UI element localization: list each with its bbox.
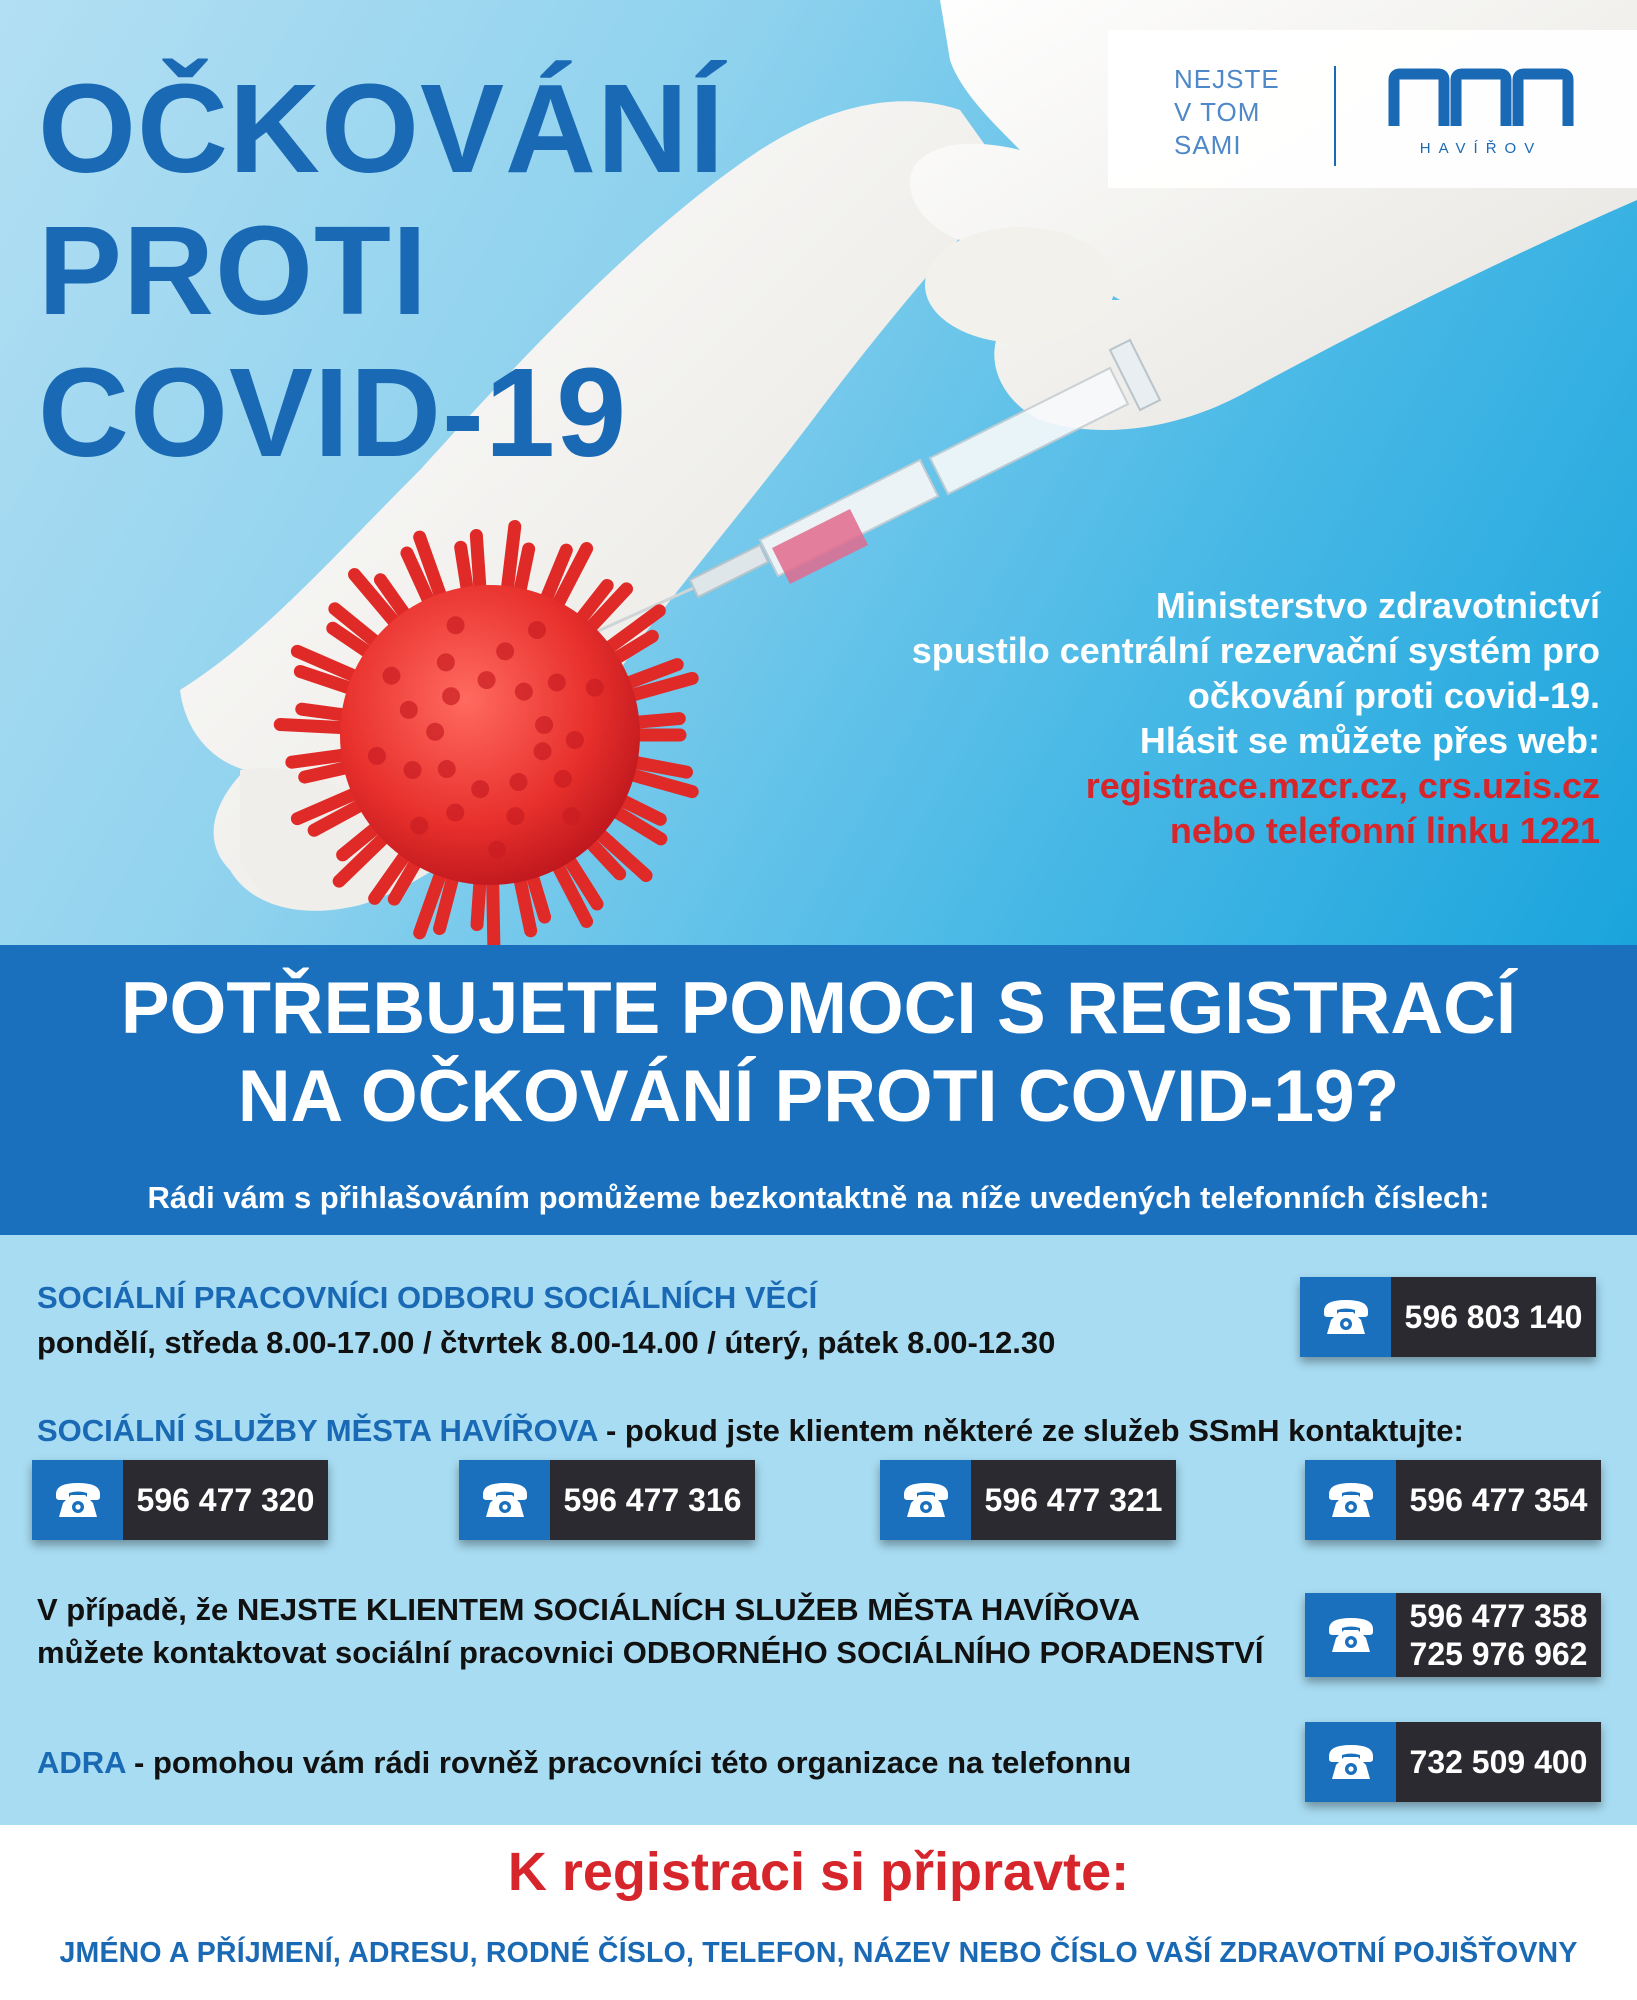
phone-number-1: 596 477 358 — [1409, 1598, 1588, 1634]
slogan-line-1: NEJSTE — [1174, 64, 1280, 94]
city-services-text: - pokud jste klientem některé ze služeb SSmH kontaktujte: — [597, 1413, 1464, 1448]
phone-icon — [1305, 1593, 1396, 1677]
phone-box-ssmh-2[interactable] — [459, 1460, 755, 1540]
slogan — [1174, 63, 1280, 162]
banner-heading-line-2: NA OČKOVÁNÍ PROTI COVID-19? — [237, 1056, 1400, 1137]
info-phone-line: nebo telefonní linku 1221 — [1169, 810, 1600, 851]
phone-number: 596 477 316 — [563, 1482, 742, 1518]
hero-section — [0, 0, 1637, 945]
logo-panel — [1108, 30, 1637, 188]
logo-name: HAVÍŘOV — [1419, 140, 1543, 157]
non-clients-prefix: V případě, že — [37, 1592, 237, 1627]
banner-heading-line-1: POTŘEBUJETE POMOCI S REGISTRACÍ — [120, 968, 1517, 1049]
info-line-2: spustilo centrální rezervační systém pro — [911, 630, 1600, 671]
footer-requirements: JMÉNO A PŘÍJMENÍ, ADRESU, RODNÉ ČÍSLO, TELEFON, NÁZEV NEBO ČÍSLO VAŠÍ ZDRAVOTNÍ POJIŠŤOVNY — [59, 1937, 1578, 1969]
phone-icon — [1305, 1722, 1396, 1802]
phone-box-ssmh-4[interactable] — [1305, 1460, 1601, 1540]
footer-title: K registraci si připravte: — [507, 1842, 1130, 1902]
social-workers-title: SOCIÁLNÍ PRACOVNÍCI ODBORU SOCIÁLNÍCH VĚCÍ — [37, 1280, 818, 1315]
phone-box-social-workers[interactable] — [1300, 1277, 1596, 1357]
title-line-1: OČKOVÁNÍ — [38, 58, 726, 199]
adra-line — [37, 1745, 1131, 1781]
help-banner — [0, 945, 1637, 1235]
phone-icon — [459, 1460, 550, 1540]
title-line-2: PROTI — [38, 200, 429, 341]
info-line-4: Hlásit se můžete přes web: — [1139, 720, 1600, 761]
info-line-1: Ministerstvo zdravotnictví — [1155, 585, 1600, 626]
phone-number: 732 509 400 — [1409, 1744, 1588, 1780]
adra-text: - pomohou vám rádi rovněž pracovníci této organizace na telefonnu — [125, 1745, 1132, 1780]
havirov-logo-icon — [1388, 68, 1574, 130]
phone-number: 596 477 320 — [136, 1482, 315, 1518]
phone-icon — [1305, 1460, 1396, 1540]
title-line-3: COVID-19 — [38, 342, 628, 483]
logo-divider — [1334, 66, 1336, 166]
phone-number: 596 803 140 — [1404, 1299, 1583, 1335]
city-services-line — [37, 1413, 1464, 1449]
phone-box-ssmh-3[interactable] — [880, 1460, 1176, 1540]
phone-number: 596 477 321 — [984, 1482, 1163, 1518]
non-clients-line-2: můžete kontaktovat sociální pracovnici ODBORNÉHO SOCIÁLNÍHO PORADENSTVÍ — [37, 1635, 1264, 1670]
phone-icon — [880, 1460, 971, 1540]
social-workers-hours: pondělí, středa 8.00-17.00 / čtvrtek 8.00-14.00 / úterý, pátek 8.00-12.30 — [37, 1325, 1056, 1360]
phone-box-counseling[interactable] — [1305, 1593, 1601, 1677]
contacts-section — [0, 1235, 1637, 1825]
footer — [0, 1825, 1637, 2000]
phone-box-adra[interactable] — [1305, 1722, 1601, 1802]
phone-number: 596 477 354 — [1409, 1482, 1588, 1518]
info-line-3: očkování proti covid-19. — [1187, 675, 1600, 716]
banner-subtitle: Rádi vám s přihlašováním pomůžeme bezkontaktně na níže uvedených telefonních číslech: — [147, 1180, 1490, 1215]
phone-icon — [1300, 1277, 1391, 1357]
city-services-title: SOCIÁLNÍ SLUŽBY MĚSTA HAVÍŘOVA — [37, 1413, 598, 1448]
adra-title: ADRA — [37, 1745, 126, 1780]
non-clients-line-1 — [37, 1592, 1140, 1628]
info-text — [780, 583, 1600, 853]
info-web-links: registrace.mzcr.cz, crs.uzis.cz — [1085, 765, 1600, 806]
phone-icon — [32, 1460, 123, 1540]
phone-box-ssmh-1[interactable] — [32, 1460, 328, 1540]
main-title — [38, 58, 725, 484]
slogan-line-3: SAMI — [1174, 130, 1242, 160]
phone-number-2: 725 976 962 — [1409, 1636, 1588, 1672]
non-clients-emphasis: NEJSTE KLIENTEM SOCIÁLNÍCH SLUŽEB MĚSTA HAVÍŘOVA — [236, 1592, 1140, 1627]
slogan-line-2: V TOM — [1174, 97, 1261, 127]
